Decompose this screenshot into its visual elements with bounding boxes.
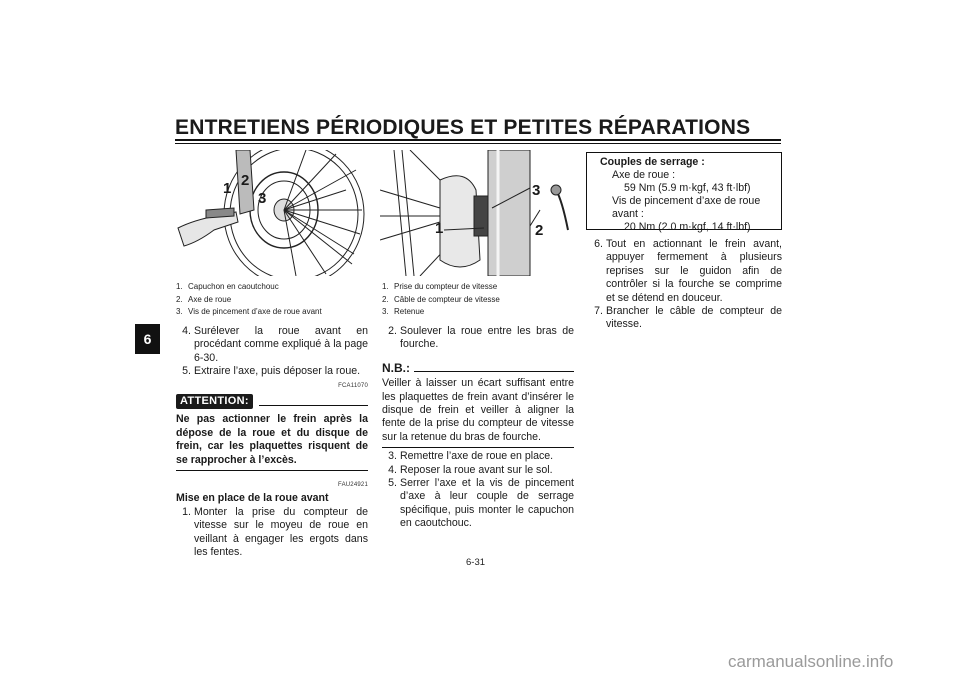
- column-2: [382, 325, 574, 531]
- attention-header: [176, 394, 368, 409]
- step-number: 5.: [388, 477, 397, 490]
- watermark: carmanualsonline.info: [728, 652, 894, 671]
- figure1-captions: [176, 281, 376, 319]
- callout-3: 3: [532, 182, 541, 199]
- step-text: Serrer l’axe et la vis de pincement d’axe à leur couple de serrage spécifique, puis monter le capuchon en caoutchouc.: [400, 477, 574, 530]
- list-item: [176, 506, 368, 560]
- step-number: 1.: [182, 505, 191, 518]
- nb-header: [382, 362, 574, 375]
- torque-item-label: avant :: [612, 208, 644, 220]
- list-item: [588, 238, 782, 305]
- callout-3: 3: [258, 190, 267, 207]
- torque-title: Couples de serrage :: [600, 156, 705, 168]
- reference-code: FAU24921: [338, 482, 368, 489]
- caption-row: [176, 281, 376, 294]
- step-number: 6.: [594, 238, 603, 250]
- speedometer-gear-photo: [380, 150, 574, 276]
- nb-rule: [414, 371, 574, 372]
- nb-end-rule: [382, 447, 574, 448]
- torque-item-label: Axe de roue :: [612, 169, 676, 181]
- step-text: Extraire l’axe, puis déposer la roue.: [194, 365, 361, 378]
- caption-text: Axe de roue: [188, 294, 232, 304]
- list-item: [176, 365, 368, 378]
- section-subheading: Mise en place de la roue avant: [176, 492, 329, 505]
- figure2-captions: [382, 281, 582, 319]
- list-item: [588, 305, 782, 332]
- caption-text: Vis de pincement d’axe de roue avant: [188, 307, 322, 316]
- step-text: Reposer la roue avant sur le sol.: [400, 463, 553, 476]
- list-item: [176, 325, 368, 365]
- caption-row: [176, 294, 376, 307]
- reference-code: FCA11070: [338, 382, 368, 389]
- callout-2: 2: [535, 222, 544, 239]
- caption-text: Câble de compteur de vitesse: [394, 294, 500, 304]
- list-item: [382, 325, 574, 352]
- caption-number: 1.: [176, 282, 183, 291]
- caption-number: 2.: [382, 294, 389, 304]
- step-number: 2.: [388, 325, 397, 337]
- caption-number: 3.: [176, 307, 183, 316]
- caption-number: 2.: [176, 294, 183, 304]
- attention-end-rule: [176, 470, 368, 471]
- step-number: 5.: [182, 365, 191, 378]
- step-number: 4.: [388, 463, 397, 476]
- chapter-tab: 6: [135, 324, 160, 354]
- caption-row: [382, 306, 582, 319]
- title-rule-thin: [175, 143, 781, 144]
- caption-text: Retenue: [394, 307, 425, 316]
- step-text: Soulever la roue entre les bras de fourche.: [400, 325, 574, 351]
- callout-1: 1: [223, 180, 232, 197]
- title-rule: [175, 139, 781, 141]
- nb-label: N.B.:: [382, 360, 410, 375]
- page-title: ENTRETIENS PÉRIODIQUES ET PETITES RÉPARATIONS: [175, 116, 751, 139]
- step-text: Surélever la roue avant en procédant comme expliqué à la page 6-30.: [194, 325, 368, 364]
- torque-spec-box: [586, 152, 782, 233]
- attention-rule: [259, 405, 368, 406]
- attention-badge: ATTENTION:: [176, 394, 253, 409]
- caption-text: Prise du compteur de vitesse: [394, 282, 498, 291]
- step-text: Monter la prise du compteur de vitesse sur le moyeu de roue en veillant à engager les ergots dans les fentes.: [194, 505, 368, 559]
- front-wheel-axle-photo: [176, 150, 368, 276]
- list-item: [382, 450, 574, 463]
- caption-row: [176, 306, 376, 319]
- step-text: Tout en actionnant le frein avant, appuyer fermement à plusieurs reprises sur le guidon afin de contrôler si la fourche se comprime et se détend en douceur.: [606, 238, 782, 304]
- column-1: [176, 325, 368, 560]
- caption-number: 3.: [382, 307, 389, 316]
- step-number: 4.: [182, 325, 191, 337]
- list-item: [382, 464, 574, 477]
- step-text: Remettre l’axe de roue en place.: [400, 450, 554, 463]
- step-number: 7.: [594, 305, 603, 318]
- page-number: 6-31: [466, 557, 486, 568]
- attention-text: Ne pas actionner le frein après la dépose de la roue et du disque de frein, car les plaquettes risquent de se rapprocher à l’excès.: [176, 413, 368, 466]
- caption-number: 1.: [382, 282, 389, 291]
- callout-1: 1: [435, 220, 444, 237]
- step-number: 3.: [388, 450, 397, 463]
- torque-item-label: Vis de pincement d’axe de roue: [612, 195, 761, 207]
- list-item: [382, 477, 574, 531]
- column-3: [588, 238, 782, 332]
- caption-text: Capuchon en caoutchouc: [188, 282, 279, 291]
- torque-value: 20 Nm (2.0 m·kgf, 14 ft·lbf): [624, 221, 751, 233]
- caption-row: [382, 281, 582, 294]
- step-text: Brancher le câble de compteur de vitesse.: [606, 305, 782, 331]
- caption-row: [382, 294, 582, 307]
- callout-2: 2: [241, 172, 250, 189]
- nb-text: Veiller à laisser un écart suffisant entre les plaquettes de frein avant d’insérer le disque de frein et veiller à aligner la fente de la prise du compteur de vitesse sur la retenue du bras de fourche.: [382, 377, 574, 443]
- torque-value: 59 Nm (5.9 m·kgf, 43 ft·lbf): [624, 182, 751, 194]
